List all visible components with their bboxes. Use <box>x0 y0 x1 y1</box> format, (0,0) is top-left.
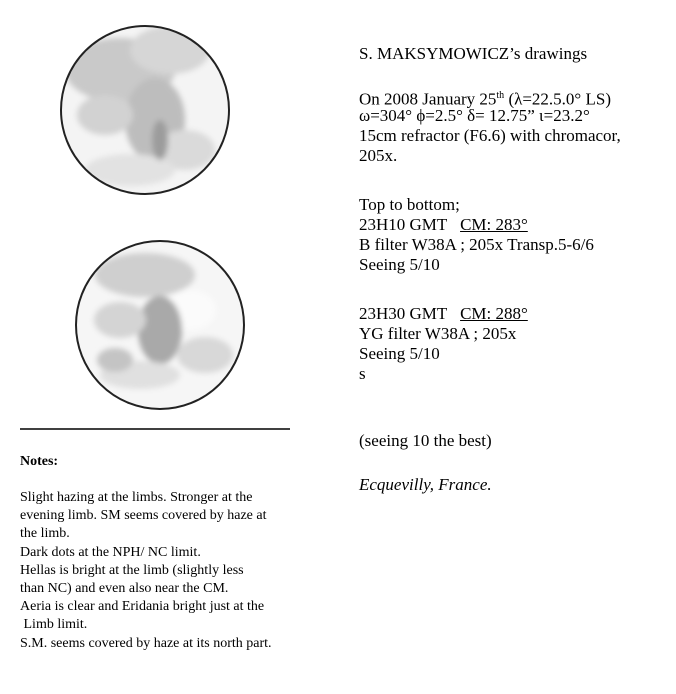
obs2-seeing: Seeing 5/10 <box>359 344 440 363</box>
seeing-note: (seeing 10 the best) <box>359 431 492 450</box>
observation-params: ω=304° ϕ=2.5° δ= 12.75” ι=23.2° <box>359 106 590 125</box>
notes-line: Hellas is bright at the limb (slightly less <box>20 562 244 578</box>
notes-line: S.M. seems covered by haze at its north part. <box>20 635 272 651</box>
notes-line: evening limb. SM seems covered by haze at <box>20 508 267 524</box>
sequence-block-2 <box>359 304 528 384</box>
notes-line: Limb limit. <box>20 617 88 633</box>
mars-disk-top <box>61 26 229 194</box>
instrument-line-1: 15cm refractor (F6.6) with chromacor, <box>359 126 621 145</box>
mars-disk-bottom <box>76 241 244 409</box>
observation-date: On 2008 January 25th (λ=22.5.0° LS) <box>359 89 611 109</box>
obs2-cm: CM: 288° <box>460 304 528 323</box>
location: Ecquevilly, France. <box>359 475 492 494</box>
obs2-extra: s <box>359 364 366 383</box>
notes-line: Aeria is clear and Eridania bright just at the <box>20 599 265 615</box>
obs1-seeing: Seeing 5/10 <box>359 255 440 274</box>
notes-line: than NC) and even also near the CM. <box>20 581 229 597</box>
notes-heading: Notes: <box>20 454 59 469</box>
sequence-heading: Top to bottom; <box>359 195 460 214</box>
obs1-time: 23H10 GMT CM: 283° <box>359 215 528 234</box>
instrument-line-2: 205x. <box>359 146 398 165</box>
notes-line: Dark dots at the NPH/ NC limit. <box>20 544 201 560</box>
obs2-filter: YG filter W38A ; 205x <box>359 324 517 343</box>
mars-drawings <box>10 10 310 440</box>
sequence-block <box>359 195 594 275</box>
notes-line: the limb. <box>20 526 70 542</box>
obs1-filter: B filter W38A ; 205x Transp.5-6/6 <box>359 235 594 254</box>
obs1-cm: CM: 283° <box>460 215 528 234</box>
obs2-time: 23H30 GMT CM: 288° <box>359 304 528 323</box>
notes-line: Slight hazing at the limbs. Stronger at the <box>20 490 253 505</box>
notes-list <box>20 489 272 653</box>
page-title: S. MAKSYMOWICZ’s drawings <box>359 44 588 63</box>
observation-block <box>359 86 621 166</box>
